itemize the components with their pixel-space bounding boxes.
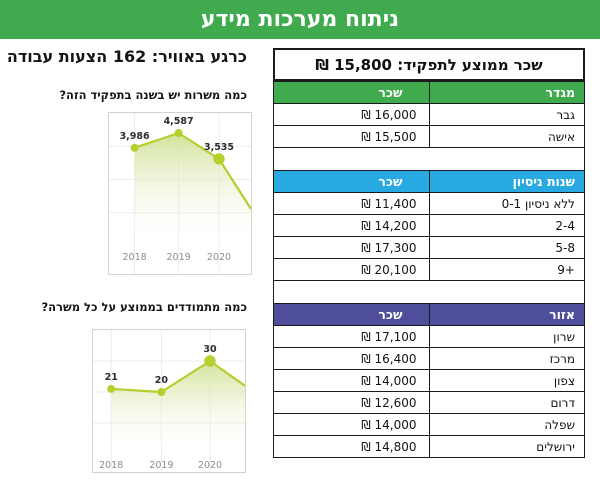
salary-cell: 14,000 ₪ (274, 414, 430, 436)
svg-text:20: 20 (154, 375, 169, 386)
region-row (274, 326, 585, 348)
candidates-per-job-question: כמה מתמודדים בממוצע על כל משרה? (41, 300, 247, 314)
category-label: 9+ (557, 262, 575, 277)
column-header: שכר (274, 82, 430, 104)
category-label: מרכז (549, 351, 575, 366)
salary-cell: 14,000 ₪ (274, 370, 430, 392)
region-row (274, 370, 585, 392)
experience-row (274, 193, 585, 215)
salary-cell: 14,200 ₪ (274, 215, 430, 237)
svg-text:4,587: 4,587 (163, 116, 194, 127)
jobs-live-headline: כרגע באוויר: 162 הצעות עבודה (6, 47, 247, 66)
category-cell (429, 436, 585, 458)
experience-header-row (274, 171, 585, 193)
category-label: 2-4 (555, 218, 575, 233)
gender-row (274, 104, 585, 126)
jobs-per-year-chart-svg (109, 113, 251, 274)
category-cell (429, 392, 585, 414)
category-cell (429, 326, 585, 348)
column-header: שכר (274, 304, 430, 326)
category-label: דרום (550, 395, 575, 410)
column-header: אזור (429, 304, 585, 326)
region-row (274, 414, 585, 436)
svg-text:2018: 2018 (122, 252, 147, 263)
page-title: ניתוח מערכות מידע (200, 7, 400, 32)
svg-text:2020: 2020 (206, 252, 232, 263)
salary-panel (273, 48, 585, 458)
category-label: אישה (547, 129, 575, 144)
category-label: שרון (553, 329, 575, 344)
category-label: ירושלים (536, 439, 575, 454)
category-cell (429, 193, 585, 215)
gender-header-row (274, 82, 585, 104)
spacer-row (274, 148, 585, 171)
salary-cell: 12,600 ₪ (274, 392, 430, 414)
candidates-per-job-chart-svg (93, 330, 245, 472)
candidates-per-job-chart (92, 329, 246, 473)
salary-cell: 14,800 ₪ (274, 436, 430, 458)
jobs-per-year-question: כמה משרות יש בשנה בתפקיד הזה? (59, 88, 247, 102)
salary-cell: 11,400 ₪ (274, 193, 430, 215)
average-salary-box: שכר ממוצע לתפקיד: 15,800 ₪ (273, 48, 585, 81)
column-header: שכר (274, 171, 430, 193)
category-label: 5-8 (555, 240, 575, 255)
category-label: גבר (556, 107, 575, 122)
svg-text:30: 30 (203, 344, 217, 355)
svg-text:2019: 2019 (149, 460, 174, 471)
svg-text:2019: 2019 (166, 252, 191, 263)
svg-text:2020: 2020 (197, 460, 223, 471)
salary-cell: 17,300 ₪ (274, 237, 430, 259)
spacer-cell (274, 281, 585, 304)
category-cell (429, 237, 585, 259)
category-cell (429, 126, 585, 148)
spacer-cell (274, 148, 585, 171)
region-header-row (274, 304, 585, 326)
category-label: ללא ניסיון 0-1 (501, 196, 575, 211)
region-row (274, 348, 585, 370)
svg-text:21: 21 (104, 371, 118, 383)
category-cell (429, 414, 585, 436)
category-cell (429, 348, 585, 370)
experience-row (274, 259, 585, 281)
jobs-per-year-chart (108, 112, 252, 275)
salary-cell: 20,100 ₪ (274, 259, 430, 281)
salary-tables (273, 81, 585, 458)
salary-cell: 17,100 ₪ (274, 326, 430, 348)
region-row (274, 436, 585, 458)
salary-cell: 16,400 ₪ (274, 348, 430, 370)
spacer-row (274, 281, 585, 304)
salary-cell: 16,000 ₪ (274, 104, 430, 126)
svg-text:3,986: 3,986 (119, 130, 150, 142)
category-cell (429, 370, 585, 392)
experience-row (274, 215, 585, 237)
category-cell (429, 259, 585, 281)
svg-text:3,535: 3,535 (203, 141, 235, 153)
svg-text:2018: 2018 (99, 460, 124, 471)
category-cell (429, 104, 585, 126)
region-row (274, 392, 585, 414)
category-cell (429, 215, 585, 237)
experience-row (274, 237, 585, 259)
top-banner (0, 0, 600, 39)
salary-cell: 15,500 ₪ (274, 126, 430, 148)
category-label: צפון (553, 373, 575, 388)
category-label: שפלה (544, 417, 575, 432)
column-header: מגדר (429, 82, 585, 104)
gender-row (274, 126, 585, 148)
column-header: שנות ניסיון (429, 171, 585, 193)
